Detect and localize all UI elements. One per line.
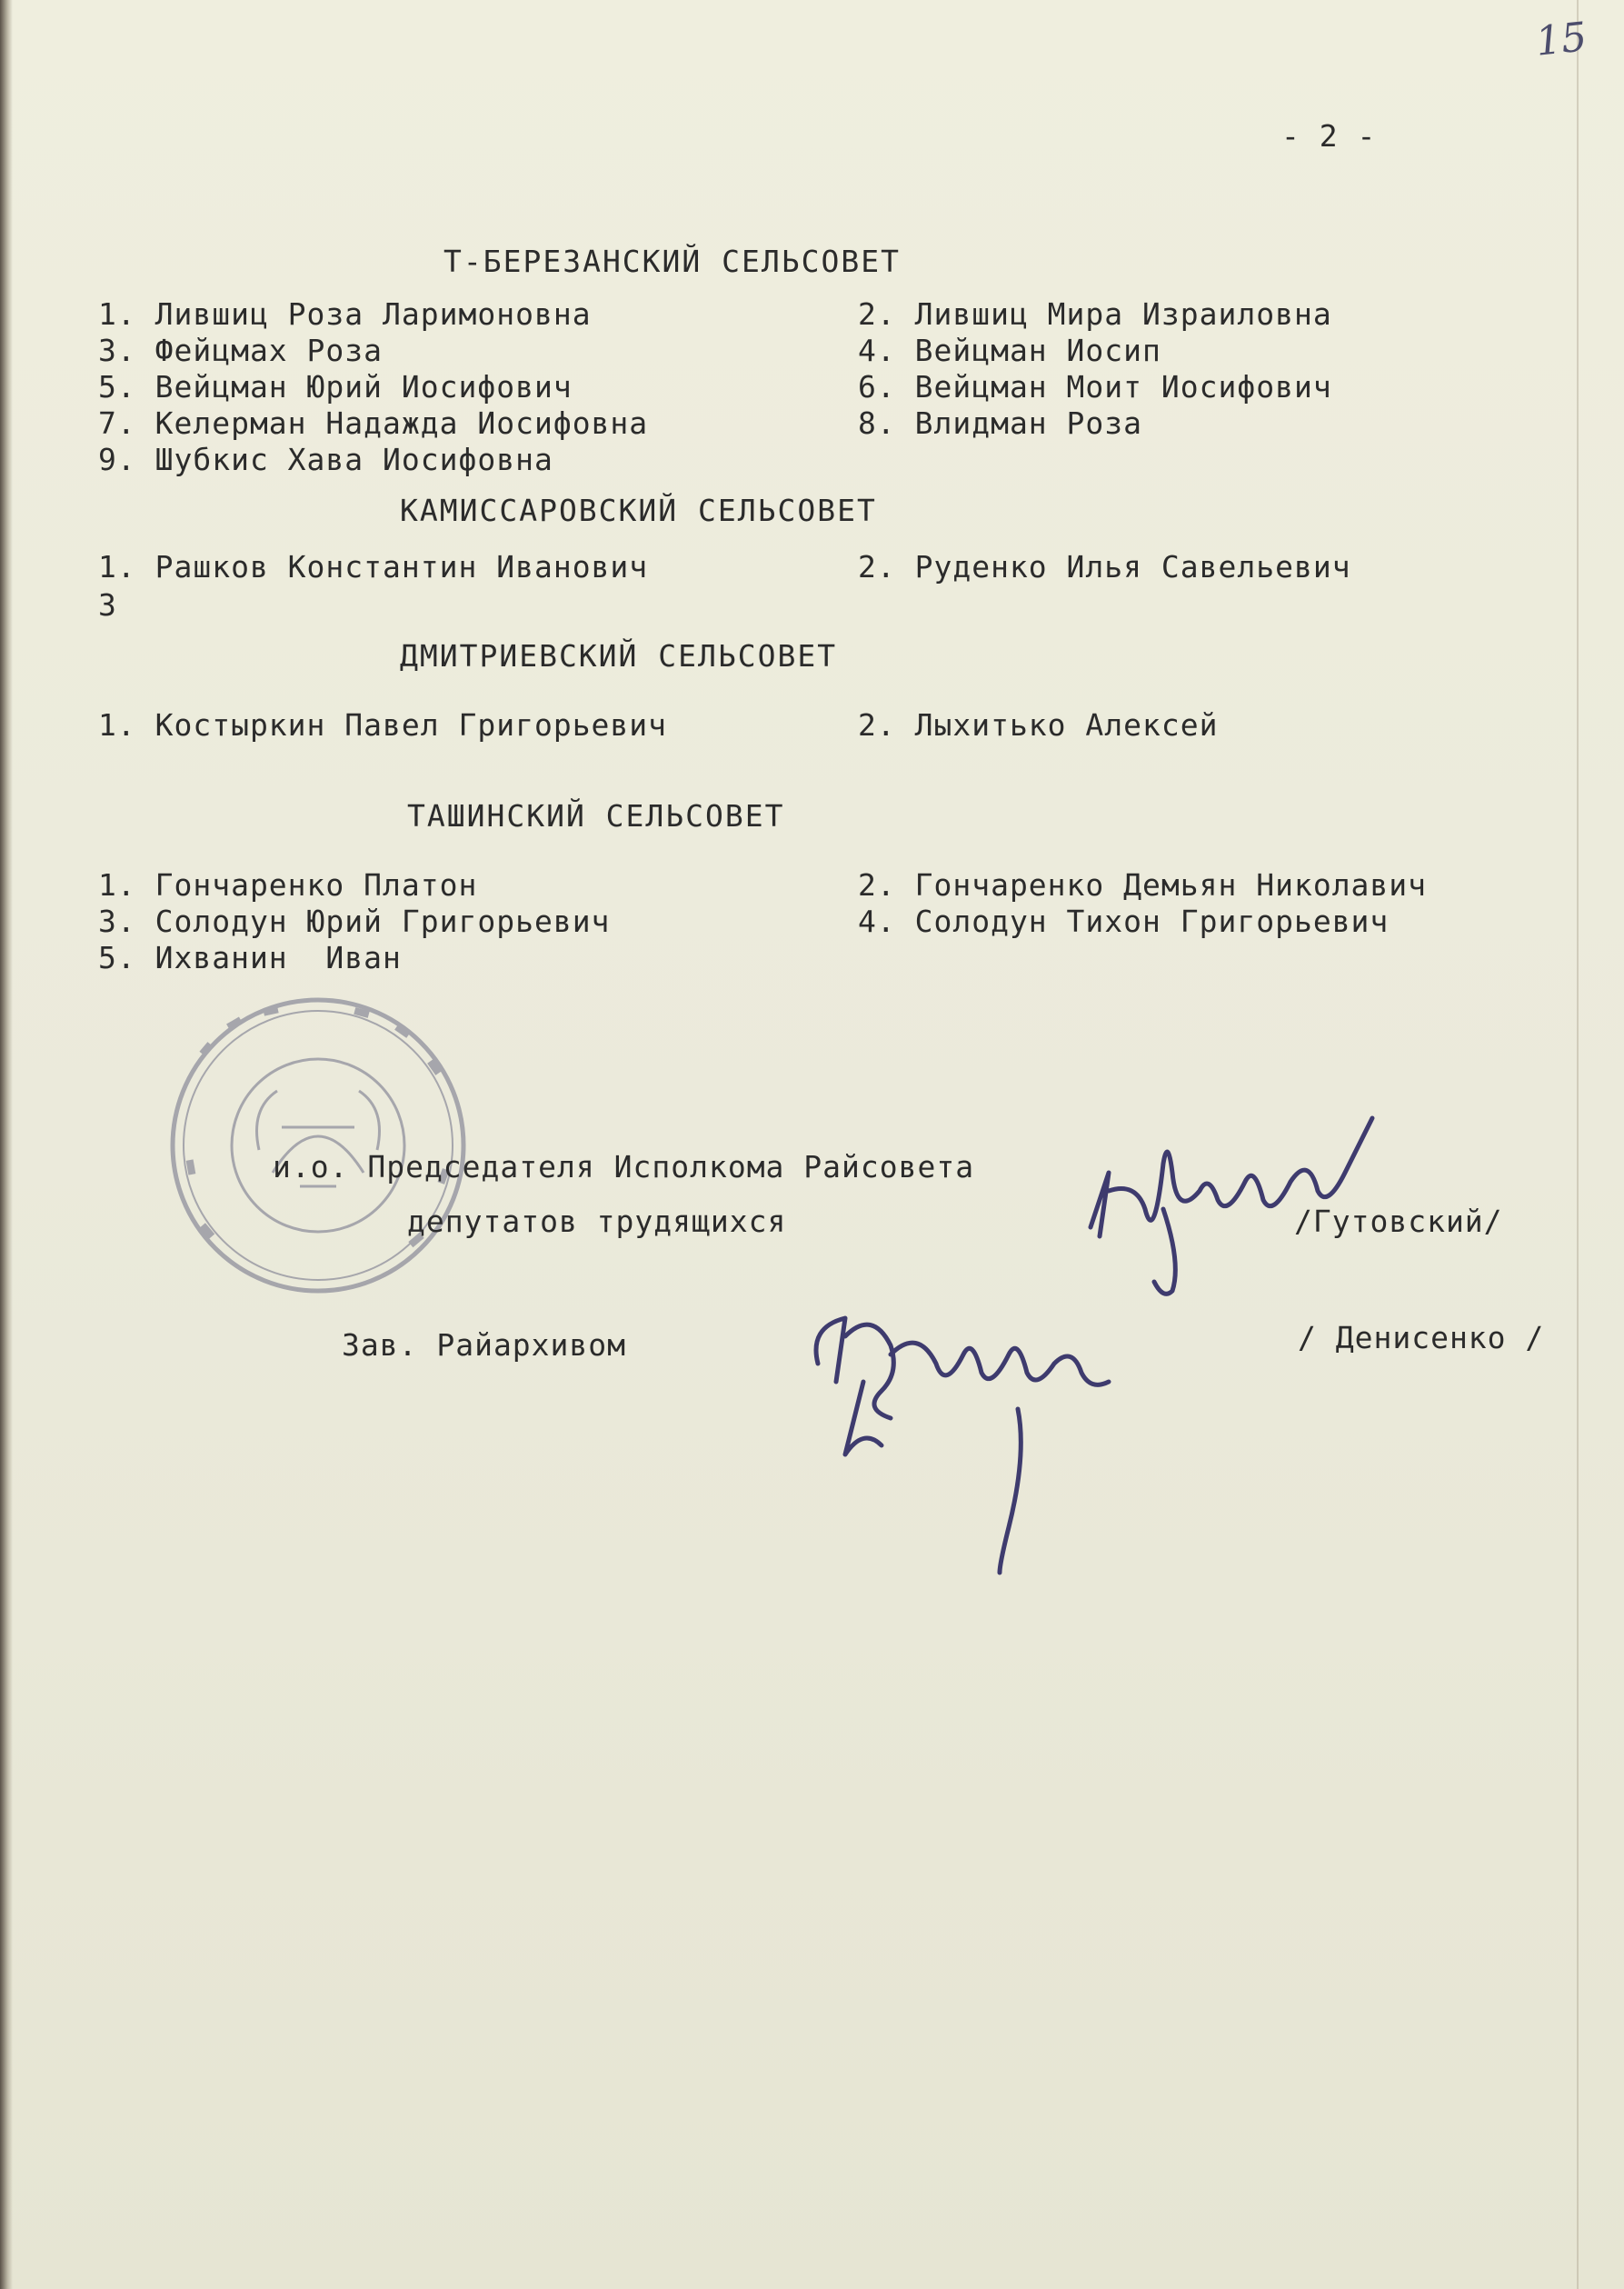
archive-head-name: / Денисенко /: [1298, 1320, 1545, 1355]
list-item: 1. Гончаренко Платон: [98, 867, 478, 903]
list-item: 2. Руденко Илья Савельевич: [858, 549, 1351, 585]
chair-title-line1: и.о. Председателя Исполкома Райсовета: [273, 1149, 975, 1184]
list-item: 7. Келерман Надажда Иосифовна: [98, 405, 649, 441]
list-item: 8. Влидман Роза: [858, 405, 1143, 441]
chair-name: /Гутовский/: [1294, 1204, 1503, 1239]
list-item: 9. Шубкис Хава Иосифовна: [98, 442, 553, 477]
list-item: 1. Лившиц Роза Ларимоновна: [98, 296, 592, 332]
list-item: 2. Лившиц Мира Израиловна: [858, 296, 1332, 332]
page-number: - 2 -: [1281, 118, 1377, 154]
chair-title-line2: депутатов трудящихся: [407, 1204, 787, 1239]
list-item: 3. Солодун Юрий Григорьевич: [98, 904, 611, 939]
list-item: 5. Вейцман Юрий Иосифович: [98, 369, 573, 405]
list-item: 3. Фейцмах Роза: [98, 333, 384, 368]
section-title: ТАШИНСКИЙ СЕЛЬСОВЕТ: [407, 798, 785, 834]
list-item: 1. Костыркин Павел Григорьевич: [98, 707, 668, 743]
official-seal: [164, 991, 473, 1300]
section-title: КАМИССАРОВСКИЙ СЕЛЬСОВЕТ: [400, 493, 877, 528]
list-item: 4. Вейцман Иосип: [858, 333, 1161, 368]
list-item: 2. Гончаренко Демьян Николавич: [858, 867, 1428, 903]
section-title: ДМИТРИЕВСКИЙ СЕЛЬСОВЕТ: [400, 638, 838, 674]
archive-number: 15: [1533, 14, 1589, 65]
page-fold: [1577, 0, 1579, 2289]
section-title: Т-БЕРЕЗАНСКИЙ СЕЛЬСОВЕТ: [443, 244, 901, 279]
list-item: 1. Рашков Константин Иванович: [98, 549, 649, 585]
list-item: 6. Вейцман Моит Иосифович: [858, 369, 1332, 405]
archive-head-title: Зав. Райархивом: [342, 1327, 627, 1363]
page-left-edge: [0, 0, 13, 2289]
chair-signature: [1072, 1082, 1400, 1300]
archive-head-signature: [791, 1273, 1136, 1582]
list-item: 2. Лыхитько Алексей: [858, 707, 1219, 743]
list-item: 4. Солодун Тихон Григорьевич: [858, 904, 1390, 939]
list-item: 5. Ихванин Иван: [98, 940, 402, 975]
list-item: 3: [98, 587, 117, 623]
